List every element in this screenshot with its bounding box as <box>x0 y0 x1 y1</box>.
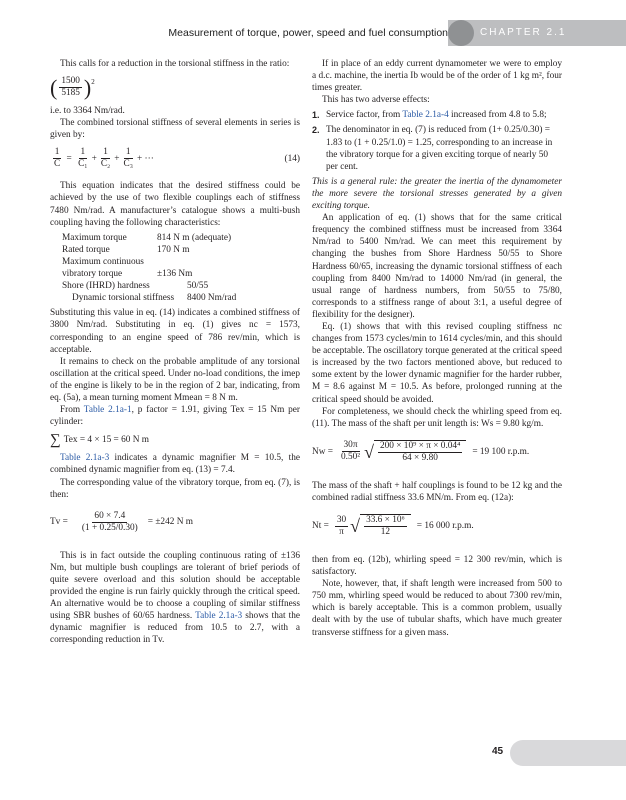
sum-equation: ∑ Tex = 4 × 15 = 60 N m <box>50 432 150 449</box>
paragraph: This calls for a reduction in the torsional stiffness in the ratio: <box>60 59 290 69</box>
eq-term: 1 <box>80 147 86 158</box>
spec-list <box>62 232 300 305</box>
paragraph: The mass of the shaft + half couplings is found to be 12 kg and the combined radial stiffness 33.6 MN/m. From eq. (12a): <box>312 480 562 503</box>
paragraph: The corresponding value of the vibratory torque, from eq. (7), is then: <box>50 477 300 500</box>
sqrt-icon: √ <box>364 441 374 462</box>
ratio-numerator: 1500 <box>61 76 80 87</box>
table-link[interactable]: Table 2.1a-3 <box>195 611 243 622</box>
paragraph: This has two adverse effects: <box>322 95 430 106</box>
paragraph: If in place of an eddy current dynamometer we were to employ a d.c. machine, the inertia Ib would be of the order of 1 kg m², four times greater. <box>312 59 562 94</box>
eq-term: C₃ <box>123 159 133 170</box>
eq-term: C₂ <box>100 159 111 170</box>
effects-list <box>312 109 562 172</box>
paragraph: For completeness, we should check the whirling speed from eq. (11). The mass of the shaft per unit length is: Ws = 9.80 kg/m. <box>312 406 562 429</box>
tv-equation: Tv = $\frac{60 \times 7.4}{(1 + 0.25/0.30)}$ = ±242 N m <box>50 510 193 533</box>
paragraph: Table 2.1a-3 indicates a dynamic magnifier M = 10.5, the combined dynamic magnifier from eq. (13) = 7.4. <box>50 453 300 476</box>
eq-term: + ··· <box>136 153 154 164</box>
paragraph: Substituting this value in eq. (14) indicates a combined stiffness of 3800 Nm/rad. Substituting in eq. (1) gives nc = 1573, corresponding to an engine speed of 786 rev/min, which is acceptable. <box>50 308 300 355</box>
page-number-tab <box>523 740 626 766</box>
paragraph: i.e. to 3364 Nm/rad. <box>50 106 125 117</box>
table-link[interactable]: Table 2.1a-1 <box>83 405 132 416</box>
spec-row: Maximum torque 814 N m (adequate) <box>62 232 232 243</box>
paragraph: The combined torsional stiffness of several elements in series is given by: <box>50 118 300 141</box>
paragraph: Eq. (1) shows that with this revised coupling stiffness nc changes from 1573 cycles/min to 1614 cycles/min, and this should be acceptable. The oscillatory torque generated at the critical speed is increased by the two factors mentioned above, but reduced to some extent by the lower dynamic magnifier for the harder rubber, M = 8.6 against M = 10.5. As before, prolonged running at the critical speed should be avoided. <box>312 321 562 405</box>
eq-term: 1 <box>54 147 60 158</box>
spec-row: Maximum continuous <box>62 256 144 267</box>
spec-row: Dynamic torsional stiffness 8400 Nm/rad <box>72 293 237 304</box>
paragraph: From Table 2.1a-1, p factor = 1.91, giving Tex = 15 Nm per cylinder: <box>50 405 300 428</box>
header-title: Measurement of torque, power, speed and fuel consumption <box>168 27 448 39</box>
chapter-circle <box>448 20 474 46</box>
nt-equation: Nt = $\frac{30}{\pi}$ √ $\frac{\text{33.6 × 10⁶}}{12}$ = 16 000 r.p.m. <box>312 514 474 537</box>
eq-term: 1 <box>125 147 131 158</box>
paragraph: Note, however, that, if shaft length were increased from 500 to 750 mm, whirling speed would be reduced to about 7300 rev/min, which is barely acceptable. This is a common problem, usually dealt with by the use of tubular shafts, which have much greater transverse stiffness for a given mass. <box>312 579 562 638</box>
spec-row: vibratory torque ±136 Nm <box>62 269 193 280</box>
paragraph: This equation indicates that the desired stiffness could be achieved by the use of two flexible couplings each of stiffness 7480 Nm/rad. A manufacturer’s catalogue shows a multi-bush coupling having the following characteristics: <box>50 181 300 228</box>
eq-term: C <box>54 159 61 170</box>
spec-row: Rated torque 170 N m <box>62 244 190 255</box>
ratio-exponent: 2 <box>91 78 95 87</box>
ratio-denominator: 5185 <box>61 88 80 99</box>
page-number: 45 <box>492 746 504 757</box>
list-item: 1. Service factor, from Table 2.1a-4 increased from 4.8 to 5.8; <box>312 110 547 121</box>
general-rule: This is a general rule: the greater the inertia of the dynamometer the more severe the torsional stresses generated by a given exciting torque. <box>312 176 562 212</box>
paragraph: An application of eq. (1) shows that for the same critical frequency the combined stiffness must be increased from 3364 Nm/rad to 5400 Nm/rad. We can meet this requirement by changing the bushes from Shore Hardness 50/55 to Shore Hardness 60/65, increasing the dynamic torsional stiffness of each coupling from 8400 Nm/rad to 14000 Nm/rad (in general, the usual range of hardness numbers, from 50/55 to 75/80, corresponds to a stiffness range of about 3:1, a useful degree of flexibility for the designer). <box>312 213 562 320</box>
equation-14: $\frac{1}{C}$ = $\frac{1}{\text{C₁}}$ + $\frac{1}{\text{C₂}}$ + $\frac{1}{\text{C₃}}$ + ··· (14) <box>54 147 300 170</box>
paragraph: It remains to check on the probable amplitude of any torsional oscillation at the critical speed. Under no-load conditions, the imep of the engine is likely to be in the region of 2 bar, indicating, from eq. (5a), a mean turning moment Mmean = 8 N m. <box>50 356 300 403</box>
right-column <box>312 58 562 639</box>
nw-equation: Nw = $\frac{30\pi}{\text{0.50²}}$ √ $\frac{\text{200 × 10⁹ × π × 0.04⁴}}{64 \times 9.80}$ = 19 100 r.p.m. <box>312 440 530 463</box>
eq-term: 1 <box>103 147 108 158</box>
sigma-icon: ∑ <box>50 432 61 449</box>
paragraph: This is in fact outside the coupling continuous rating of ±136 Nm, but multiple bush couplings are tolerant of brief periods of quite severe overload and this solution should be acceptable provided the engine is run fairly quickly through the critical speed. An alternative would be to choose a coupling of similar stiffness using SBR bushes of 60/65 hardness. Table 2.1a-3 shows that the dynamic magnifier is reduced from 10.5 to 2.7, with a corresponding reduction in Tv. <box>50 550 300 646</box>
list-item: 2. The denominator in eq. (7) is reduced from (1+ 0.25/0.30) = 1.83 to (1 + 0.25/1.0) = 1.25, corresponding to an increase in the vibratory torque for a given exciting torque of nearly 50 per cent. <box>312 125 553 172</box>
left-column <box>50 58 300 646</box>
equation-number: (14) <box>284 153 300 164</box>
ratio-equation: ( $\frac{1500}{5185}$ ) $^2$ <box>50 74 95 100</box>
paragraph: then from eq. (12b), whirling speed = 12 300 rev/min, which is satisfactory. <box>312 555 562 578</box>
eq-term: C₁ <box>78 159 88 170</box>
spec-row: Shore (IHRD) hardness 50/55 <box>62 281 209 292</box>
page-number-circle <box>510 740 536 766</box>
table-link[interactable]: Table 2.1a-3 <box>60 453 110 464</box>
chapter-label: CHAPTER 2.1 <box>480 27 567 38</box>
sqrt-icon: √ <box>350 516 361 536</box>
table-link[interactable]: Table 2.1a-4 <box>402 110 449 121</box>
